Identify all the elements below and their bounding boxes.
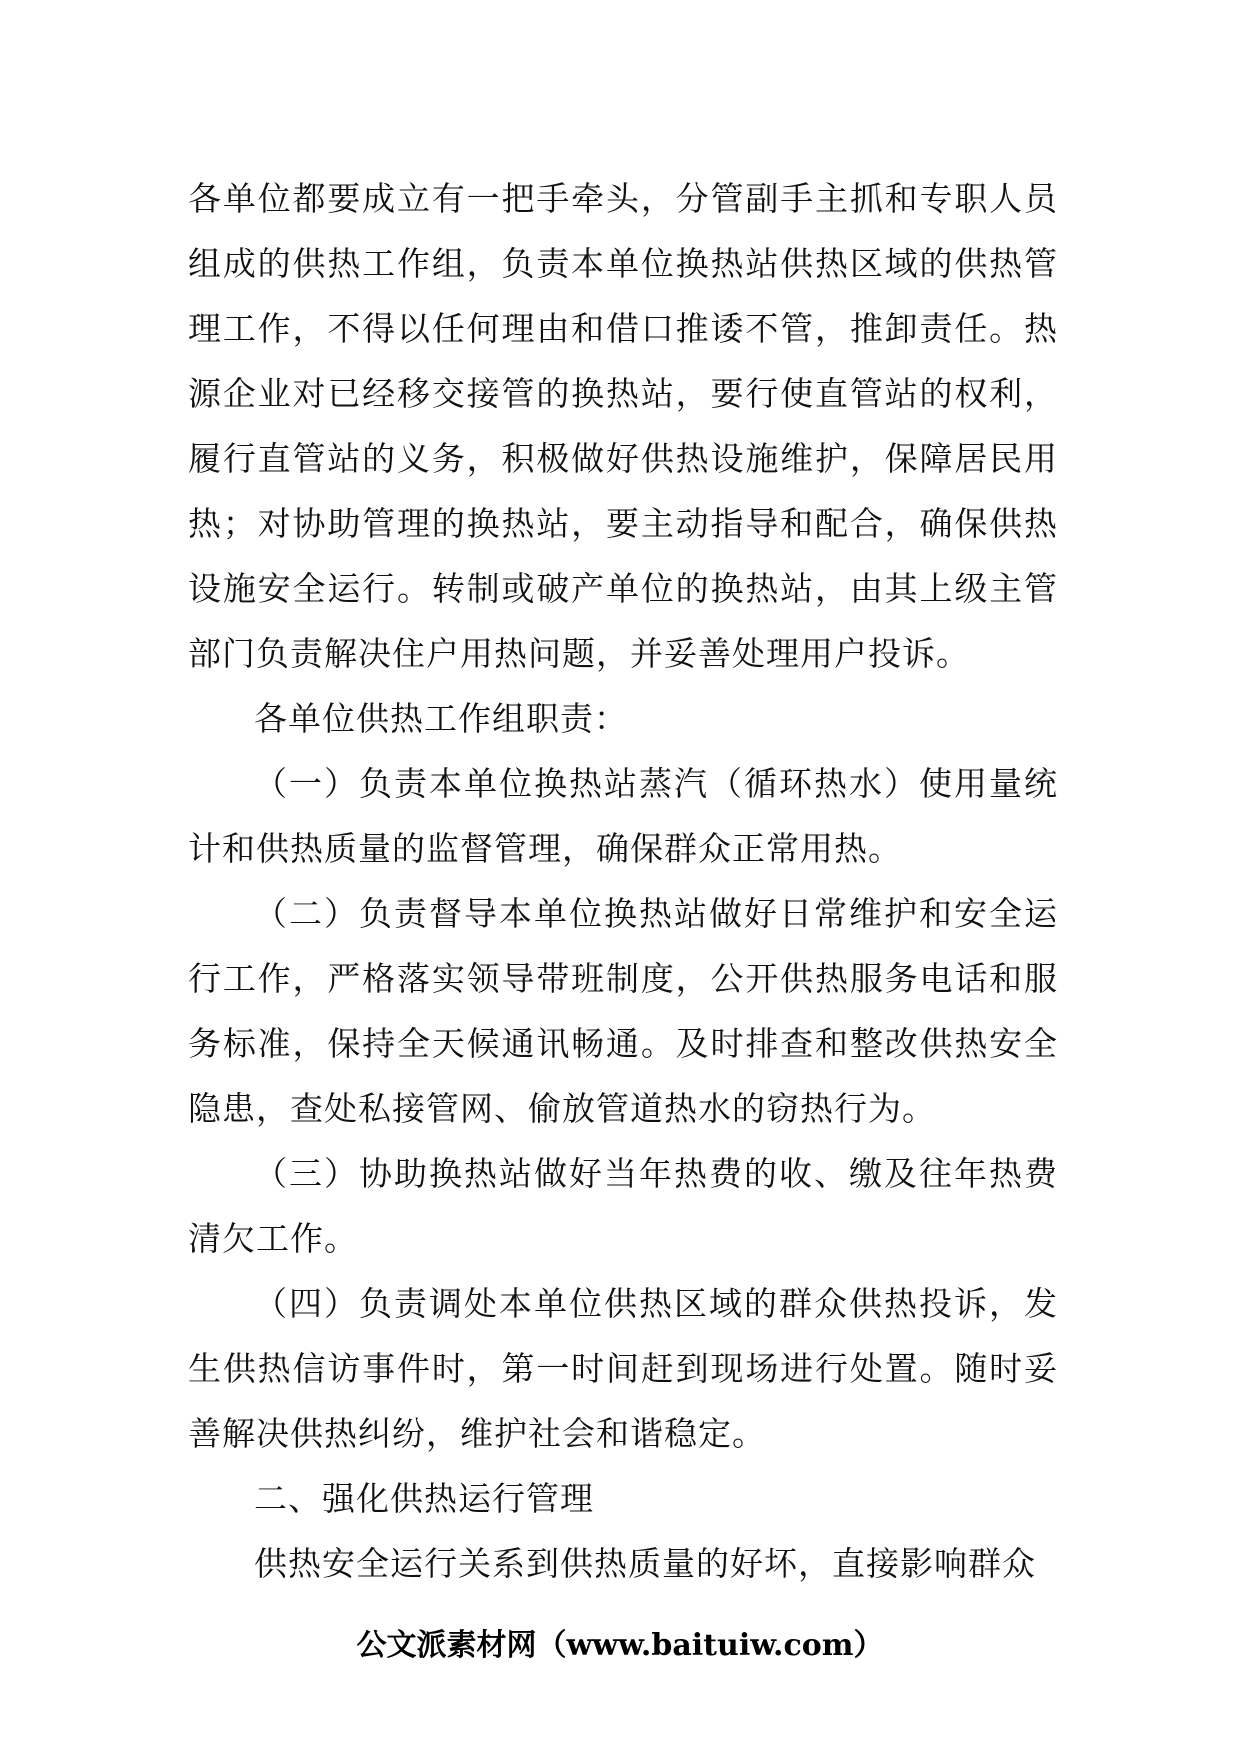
- paragraph-continuation: 各单位都要成立有一把手牵头，分管副手主抓和专职人员组成的供热工作组，负责本单位换热站供热区域的供热管理工作，不得以任何理由和借口推诿不管，推卸责任。热源企业对已经移交接管的换热站，要行使直管站的权利，履行直管站的义务，积极做好供热设施维护，保障居民用热；对协助管理的换热站，要主动指导和配合，确保供热设施安全运行。转制或破产单位的换热站，由其上级主管部门负责解决住户用热问题，并妥善处理用户投诉。: [188, 179, 1058, 673]
- footer-watermark: 公文派素材网（www.baituiw.com）: [356, 1628, 884, 1663]
- paragraph-duty-3: （三）协助换热站做好当年热费的收、缴及往年热费清欠工作。: [188, 1154, 1058, 1258]
- paragraph-duty-2: （二）负责督导本单位换热站做好日常维护和安全运行工作，严格落实领导带班制度，公开供热服务电话和服务标准，保持全天候通讯畅通。及时排查和整改供热安全隐患，查处私接管网、偷放管道热水的窃热行为。: [188, 894, 1058, 1128]
- paragraph-duty-4: （四）负责调处本单位供热区域的群众供热投诉，发生供热信访事件时，第一时间赶到现场进行处置。随时妥善解决供热纠纷，维护社会和谐稳定。: [188, 1284, 1058, 1453]
- paragraph-duty-1: （一）负责本单位换热站蒸汽（循环热水）使用量统计和供热质量的监督管理，确保群众正常用热。: [188, 764, 1058, 868]
- paragraph-section-2-intro: 供热安全运行关系到供热质量的好坏，直接影响群众: [254, 1544, 1036, 1583]
- section-heading-2: 二、强化供热运行管理: [254, 1479, 594, 1518]
- paragraph-duties-heading: 各单位供热工作组职责：: [254, 699, 628, 738]
- document-body: [188, 166, 1058, 1596]
